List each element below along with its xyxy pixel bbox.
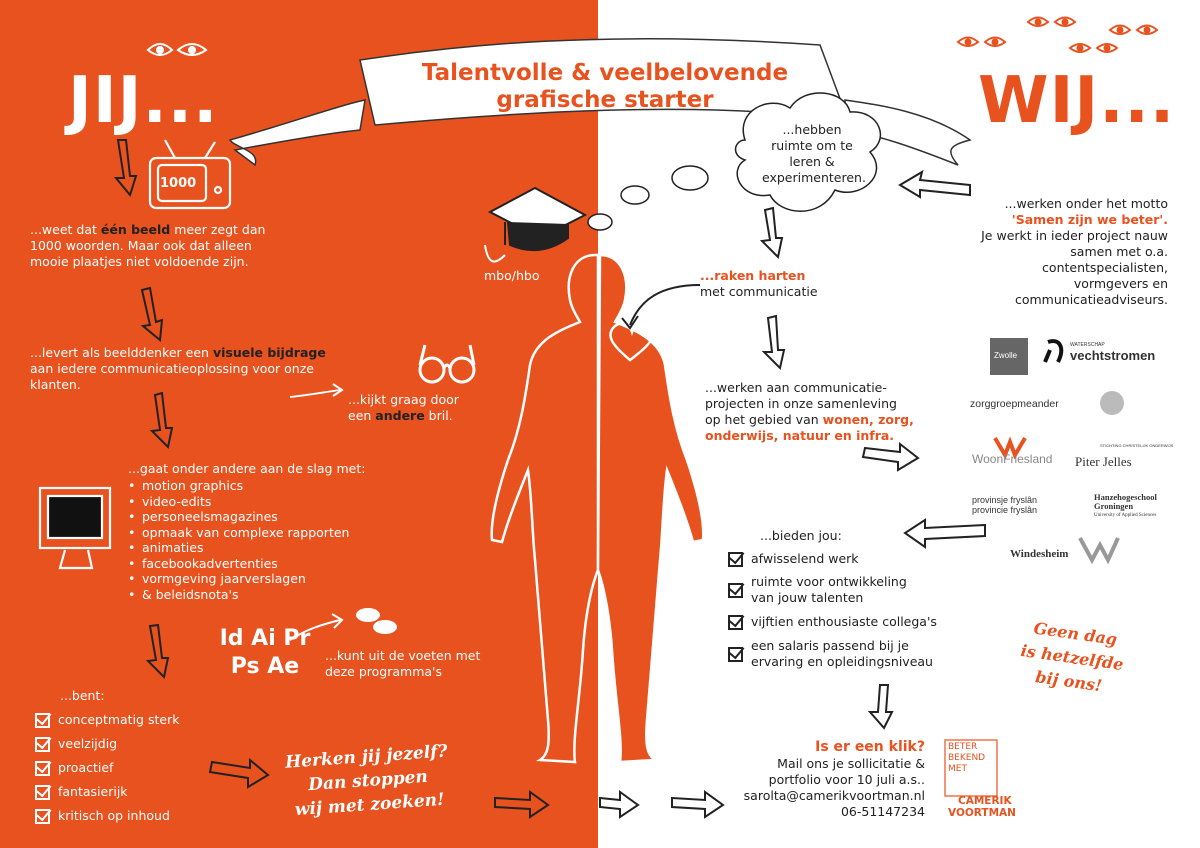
woonfriesland-logo: WoonFriesland (972, 452, 1053, 466)
hearts-bold: ...raken harten (700, 268, 806, 283)
contact-title: Is er een klik? (815, 739, 925, 755)
list-item (35, 756, 179, 780)
hanze-line: Groningen (1094, 501, 1134, 511)
motto-quote: 'Samen zijn we beter'. (1011, 212, 1168, 227)
item-andere-bril (348, 392, 468, 424)
contact-line: Mail ons je sollicitatie & (777, 756, 925, 771)
programs-line-1: Id Ai Pr (219, 626, 311, 651)
checkbox-icon (728, 583, 743, 598)
programs-line-2: Ps Ae (230, 654, 300, 679)
cloud-text: ...hebben ruimte om te leren & experimenteren. (762, 122, 866, 185)
offer-label: afwisselend werk (751, 551, 859, 566)
meander-logo-icon (1100, 391, 1124, 415)
hanze-line: Hanzehogeschool (1094, 492, 1157, 502)
piter-jelles-logo: Piter Jelles (1075, 454, 1132, 469)
item1-pre: ...weet dat (30, 222, 101, 237)
list-item: • & beleidsnota's (128, 587, 388, 603)
vechtstromen-logo: vechtstromen (1070, 348, 1156, 363)
trait-label: veelzijdig (58, 736, 118, 751)
cta-herken (276, 739, 461, 823)
checkbox-icon (728, 647, 743, 662)
list-item (35, 804, 179, 828)
checkbox-icon (728, 615, 743, 630)
wij-heading: WIJ... (978, 64, 1176, 138)
item-visuele-bijdrage (30, 345, 330, 393)
list-item (728, 635, 968, 673)
brand-name-line: VOORTMAN (948, 807, 1016, 819)
brand-tagline (948, 742, 985, 775)
list-item (35, 708, 179, 732)
fryslan-line: provincie fryslân (972, 505, 1038, 515)
trait-label: fantasierijk (58, 784, 128, 799)
checkbox-icon (35, 785, 50, 800)
trait-label: kritisch op inhoud (58, 808, 170, 823)
meander-logo: zorggroepmeander (970, 398, 1059, 410)
checkbox-icon (35, 713, 50, 728)
fryslan-line: provinsje fryslân (972, 495, 1038, 505)
tasks-list (128, 478, 388, 602)
eyes-icon (148, 44, 206, 55)
glasses-icon (420, 345, 474, 382)
offer-label: ruimte voor ontwikkeling van jouw talenten (751, 574, 907, 605)
vechtstromen-logo-icon (1045, 341, 1061, 362)
item1-bold: één beeld (100, 222, 171, 237)
slogan-line: is hetzelfde (1019, 640, 1125, 675)
windesheim-logo: Windesheim (1010, 548, 1069, 560)
item2-bold: visuele bijdrage (212, 345, 326, 360)
list-item: • motion graphics (128, 478, 388, 494)
list-item: • video-edits (128, 494, 388, 510)
checkbox-icon (728, 552, 743, 567)
brand-name-line: CAMERIK (958, 795, 1012, 807)
tv-label: 1000 (160, 176, 197, 191)
cta-line: Dan stoppen (307, 766, 429, 796)
list-item: • facebookadvertenties (128, 556, 388, 572)
footprints-icon (356, 608, 397, 634)
list-item (35, 780, 179, 804)
checkbox-icon (35, 737, 50, 752)
piter-jelles-small: STICHTING CHRISTELIJK ONDERWIJS (1100, 443, 1174, 448)
vechtstromen-small: WATERSCHAP (1070, 342, 1105, 348)
offer-label: vijftien enthousiaste collega's (751, 614, 937, 629)
list-item (728, 571, 968, 609)
hearts-block (700, 268, 850, 300)
banner-line-2: grafische starter (496, 87, 714, 113)
item2-pre: ...levert als beelddenker een (30, 345, 213, 360)
hanze-logo (1094, 493, 1157, 520)
banner-line-1: Talentvolle & veelbelovende (421, 60, 789, 86)
human-body-icon (492, 255, 704, 762)
banner-title (390, 60, 820, 114)
brand-logo (948, 795, 1016, 819)
hearts-post: met communicatie (700, 284, 818, 299)
tasks-block (128, 461, 388, 602)
fryslan-logo (972, 495, 1037, 515)
zwolle-logo: Zwolle (994, 351, 1018, 360)
cta-line: Herken jij jezelf? (284, 741, 449, 773)
eyes-group-icon (958, 18, 1157, 53)
list-item (728, 547, 968, 571)
cta-line: wij met zoeken! (294, 789, 446, 821)
graduation-cap-icon (490, 188, 585, 250)
traits-intro: ...bent: (60, 688, 105, 703)
jij-heading: JIJ... (68, 64, 219, 138)
hanze-line: University of Applied Sciences (1094, 513, 1157, 518)
brand-tag-line: BEKEND (948, 753, 986, 763)
list-item: • personeelsmagazines (128, 509, 388, 525)
tv-icon (150, 140, 230, 208)
checkbox-icon (35, 809, 50, 824)
trait-label: proactief (58, 760, 114, 775)
education-label: mbo/hbo (484, 268, 540, 283)
offers-block (728, 528, 968, 673)
offer-label: een salaris passend bij je ervaring en opleidingsniveau (751, 638, 933, 669)
list-item: • opmaak van complexe rapporten (128, 525, 388, 541)
trait-label: conceptmatig sterk (58, 712, 180, 727)
windesheim-logo-icon (1080, 538, 1118, 560)
contact-block (720, 738, 925, 820)
tasks-intro: ...gaat onder andere aan de slag met: (128, 461, 366, 476)
item1-post: meer zegt dan 1000 woorden. Maar ook dat alleen mooie plaatjes niet voldoende zijn. (30, 222, 266, 269)
item-one-beeld (30, 222, 275, 270)
glasses-bold: andere (375, 408, 425, 423)
item2-post: aan iedere communicatieoplossing voor onze klanten. (30, 361, 314, 392)
monitor-icon (40, 488, 110, 568)
projects-bold: wonen, zorg, onderwijs, natuur en infra. (705, 412, 914, 443)
slogan-line: bij ons! (1034, 667, 1104, 696)
motto-post: Je werkt in ieder project nauw samen met o.a. contentspecialisten, vormgevers en communicatieadviseurs. (981, 228, 1168, 307)
contact-line: portfolio voor 10 juli a.s.. (768, 772, 925, 787)
glasses-pre: ...kijkt graag door een (348, 392, 459, 423)
programs-block (210, 625, 320, 681)
phone-number: 06-51147234 (840, 804, 925, 819)
projects-block (705, 380, 915, 444)
offers-intro: ...bieden jou: (760, 528, 842, 543)
brand-tag-line: MET (948, 764, 967, 774)
list-item: • animaties (128, 540, 388, 556)
email-link[interactable]: sarolta@camerikvoortman.nl (743, 788, 925, 803)
motto-block (968, 196, 1168, 308)
traits-block (35, 688, 179, 828)
list-item (35, 732, 179, 756)
glasses-post: bril. (424, 408, 453, 423)
checkbox-icon (35, 761, 50, 776)
projects-pre: ...werken aan communicatie-projecten in onze samenleving op het gebied van (705, 380, 897, 427)
motto-pre: ...werken onder het motto (1004, 196, 1168, 211)
list-item: • vormgeving jaarverslagen (128, 571, 388, 587)
slogan-line: Geen dag (1032, 618, 1119, 649)
list-item (728, 609, 968, 635)
brand-tag-line: BETER (948, 742, 978, 752)
programs-text: ...kunt uit de voeten met deze programma's (325, 648, 481, 679)
